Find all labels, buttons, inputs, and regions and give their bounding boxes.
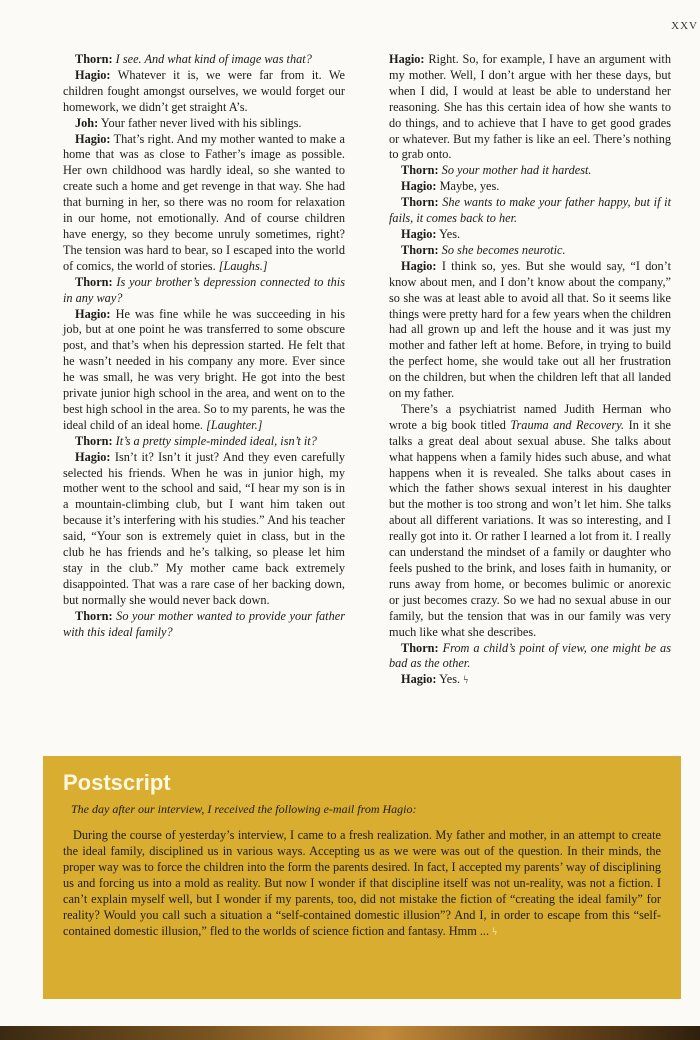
left-column	[63, 52, 345, 641]
right-para-4: Hagio: Yes.	[401, 226, 461, 241]
postscript-body: During the course of yesterday’s interview, I came to a fresh realization. My father and mother, in an attempt to create the ideal family, disciplined us in various ways. Accepting us as we were was out of the question. In their minds, the proper way was to force the children into the form the parents desired. In fact, I accepted my parents’ way of disciplining us and forcing us into a mold as reality. But now I wonder if that discipline itself was not un-reality, was not a fiction. I can’t explain myself well, but I wonder if my parents, too, did not mistake the fiction of “creating the ideal family” for reality? Would you call such a situation a “self-contained domestic illusion”? And I, in order to escape from this “self-contained domestic illusion,” fled to the worlds of science fiction and fantasy. Hmm ... ϟ	[63, 828, 661, 938]
end-bolt-icon: ϟ	[463, 674, 469, 687]
right-column	[389, 52, 671, 689]
right-para-5: Thorn: So she becomes neurotic.	[401, 242, 566, 257]
page-number: XXV	[671, 20, 698, 32]
left-para-2: Joh: Your father never lived with his siblings.	[75, 115, 302, 130]
right-para-7: There’s a psychiatrist named Judith Herman who wrote a big book titled Trauma and Recovery. In it she talks a great deal about sexual abuse. She talks about what happens when a family hides such abuse, and what happens when it is revealed. She talks about cases in which the father shows sexual interest in his daughter but the mother is too strong and won’t let him. She talks about all different variations. It was so interesting, and I really got into it. Or rather I learned a lot from it. I really can understand the mindset of a family or daughter who feels pushed to the brink, and loses faith in humanity, or runs away from home, or becomes bulimic or anorexic or just becomes crazy. So we had no sexual abuse in our family, but the tension that was in our family was very much like what she describes.	[389, 401, 671, 639]
left-para-3: Hagio: That’s right. And my mother wanted to make a home that was as close to Father’s image as possible. Her own childhood was hardly ideal, so she wanted to create such a home and get revenge in that way. She had that burning in her, so there was no room for relaxation in our home, not emotionally. And of course children have energy, so they become unruly sometimes, right? The tension was hard to bear, so I escaped into the world of comics, the world of stories. [Laughs.]	[63, 131, 345, 273]
right-para-2: Hagio: Maybe, yes.	[401, 179, 500, 194]
decorative-bottom-strip	[0, 1026, 700, 1040]
left-para-7: Hagio: Isn’t it? Isn’t it just? And they even carefully selected his friends. When he was in junior high, my mother went to the school and said, “I hear my son is in a mountain-climbing club, but I want him taken out because it’s interfering with his studies.” And his teacher said, “Your son is extremely quiet in class, but in the club he has friends and he’s talking, so please let him stay in the club.” My mother came back extremely disappointed. That was a rare case of her backing down, but normally she would never back down.	[63, 449, 346, 607]
right-para-3: Thorn: She wants to make your father happy, but if it fails, it comes back to her.	[389, 195, 671, 226]
right-para-9: Hagio: Yes. ϟ	[401, 672, 469, 687]
right-para-1: Thorn: So your mother had it hardest.	[401, 163, 592, 178]
left-para-6: Thorn: It’s a pretty simple-minded ideal, isn’t it?	[75, 433, 317, 448]
bolt-icon: ϟ	[492, 926, 498, 938]
right-para-8: Thorn: From a child’s point of view, one might be as bad as the other.	[389, 640, 671, 671]
left-para-4: Thorn: Is your brother’s depression connected to this in any way?	[63, 274, 345, 305]
left-para-5: Hagio: He was fine while he was succeeding in his job, but at one point he was transferred to some obscure post, and that’s when his depression started. He felt that he wasn’t needed in his company any more. Ever since he was small, he was very bright. He got into the best private junior high school in the area, and went on to the best high school in the area. So to my parents, he was the ideal child of an ideal home. [Laughter.]	[63, 306, 345, 432]
left-para-8: Thorn: So your mother wanted to provide your father with this ideal family?	[63, 608, 345, 639]
postscript-intro: The day after our interview, I received the following e-mail from Hagio:	[71, 802, 417, 816]
postscript-box	[43, 756, 681, 999]
right-para-0: Hagio: Right. So, for example, I have an argument with my mother. Well, I don’t argue with her these days, but when I did, I would at least be able to understand her reasoning. She has this certain idea of how she wants to do things, and to achieve that I have to get good grades or whatever. But my father is like an eel. There’s nothing to grab onto.	[389, 52, 671, 162]
postscript-title: Postscript	[63, 770, 171, 795]
right-para-6: Hagio: I think so, yes. But she would say, “I don’t know about men, and I don’t know about the company,” so she was at least able to avoid all that. So it seems like things were pretty hard for a few years when the children had all grown up and left the house and it was just my mother and father left at home. Before, in trying to build the perfect home, she would take out all her frustration on the children, but when the children left that all landed on my father.	[389, 258, 671, 401]
left-para-1: Hagio: Whatever it is, we were far from it. We children fought amongst ourselves, we would forget our homework, we didn’t get straight A’s.	[63, 67, 345, 114]
left-para-0: Thorn: I see. And what kind of image was that?	[75, 52, 312, 66]
